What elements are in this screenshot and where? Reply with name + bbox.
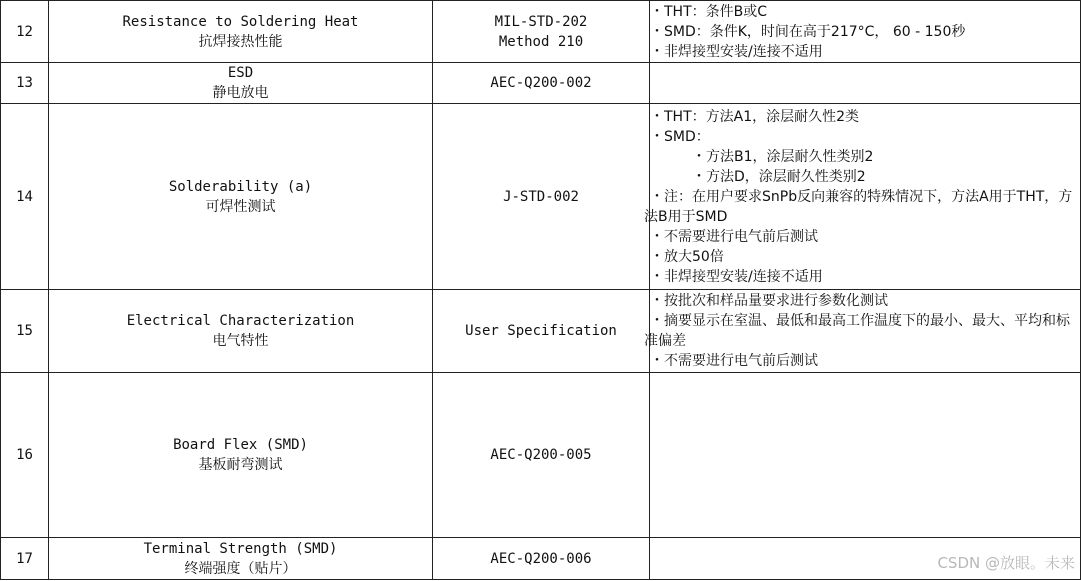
test-item-zh: 静电放电 [212, 85, 269, 101]
test-item-zh: 终端强度（贴片） [184, 560, 297, 577]
test-item-cell [49, 63, 433, 104]
test-item-en: Terminal Strength (SMD) [143, 540, 338, 557]
note-line: ・方法B1，涂层耐久性类别2 [692, 148, 874, 165]
table-row [1, 63, 1081, 104]
row-number: 15 [1, 290, 49, 373]
notes-cell [644, 104, 1081, 290]
test-item-en: Resistance to Soldering Heat [122, 13, 359, 30]
table-row [1, 538, 1081, 580]
reference-cell [433, 104, 650, 290]
note-line: ・注：在用户要求SnPb反向兼容的特殊情况下，方法A用于THT，方法B用于SMD [644, 188, 1073, 225]
test-item-cell [49, 104, 433, 290]
table-row [1, 290, 1081, 373]
reference-cell [433, 1, 650, 63]
table-row [1, 1, 1081, 63]
notes-cell [650, 63, 1081, 104]
table-row [1, 373, 1081, 538]
test-item-en: Electrical Characterization [126, 313, 355, 329]
note-line: ・不需要进行电气前后测试 [650, 353, 818, 369]
note-line: ・方法D，涂层耐久性类别2 [692, 168, 866, 185]
test-item-cell [49, 373, 433, 538]
reference-line: Method 210 [498, 33, 584, 50]
row-number: 13 [1, 63, 49, 104]
test-item-zh: 抗焊接热性能 [198, 33, 283, 50]
test-item-cell [49, 538, 433, 580]
note-line: ・不需要进行电气前后测试 [650, 228, 818, 245]
note-line: ・THT：方法A1，涂层耐久性2类 [650, 108, 860, 125]
test-item-zh: 电气特性 [212, 333, 269, 349]
test-item-cell [49, 290, 433, 373]
notes-cell [644, 290, 1081, 373]
test-item-en: Board Flex (SMD) [173, 437, 308, 453]
reference-line: MIL-STD-202 [494, 13, 588, 30]
reference-cell [433, 63, 650, 104]
test-item-cell [49, 1, 433, 63]
reference-line: J-STD-002 [503, 188, 579, 205]
watermark: CSDN @放眼。未来 [937, 554, 1075, 572]
reference-cell [433, 290, 650, 373]
note-line: ・按批次和样品量要求进行参数化测试 [650, 293, 888, 309]
reference-cell [433, 373, 650, 538]
reference-line: AEC-Q200-006 [490, 550, 592, 567]
test-item-zh: 可焊性测试 [205, 198, 276, 215]
reference-cell [433, 538, 650, 580]
row-number: 12 [1, 1, 49, 63]
test-item-en: Solderability (a) [168, 178, 313, 195]
reference-line: AEC-Q200-005 [490, 447, 592, 463]
test-item-zh: 基板耐弯测试 [198, 457, 283, 473]
note-line: ・非焊接型安装/连接不适用 [650, 43, 823, 60]
note-line: ・SMD： [650, 128, 710, 145]
reference-line: User Specification [465, 323, 617, 339]
row-number: 17 [1, 538, 49, 580]
note-line: ・SMD：条件K，时间在高于217°C， 60 - 150秒 [650, 23, 966, 40]
note-line: ・非焊接型安装/连接不适用 [650, 268, 823, 285]
notes-cell [650, 373, 1081, 538]
row-number: 16 [1, 373, 49, 538]
reference-line: AEC-Q200-002 [490, 75, 592, 91]
note-line: ・放大50倍 [650, 248, 724, 265]
note-line: ・摘要显示在室温、最低和最高工作温度下的最小、最大、平均和标准偏差 [644, 313, 1070, 349]
notes-cell [650, 1, 1081, 63]
note-line: ・THT：条件B或C [650, 3, 768, 20]
row-number: 14 [1, 104, 49, 290]
test-item-en: ESD [227, 65, 254, 81]
table-row [1, 104, 1081, 290]
